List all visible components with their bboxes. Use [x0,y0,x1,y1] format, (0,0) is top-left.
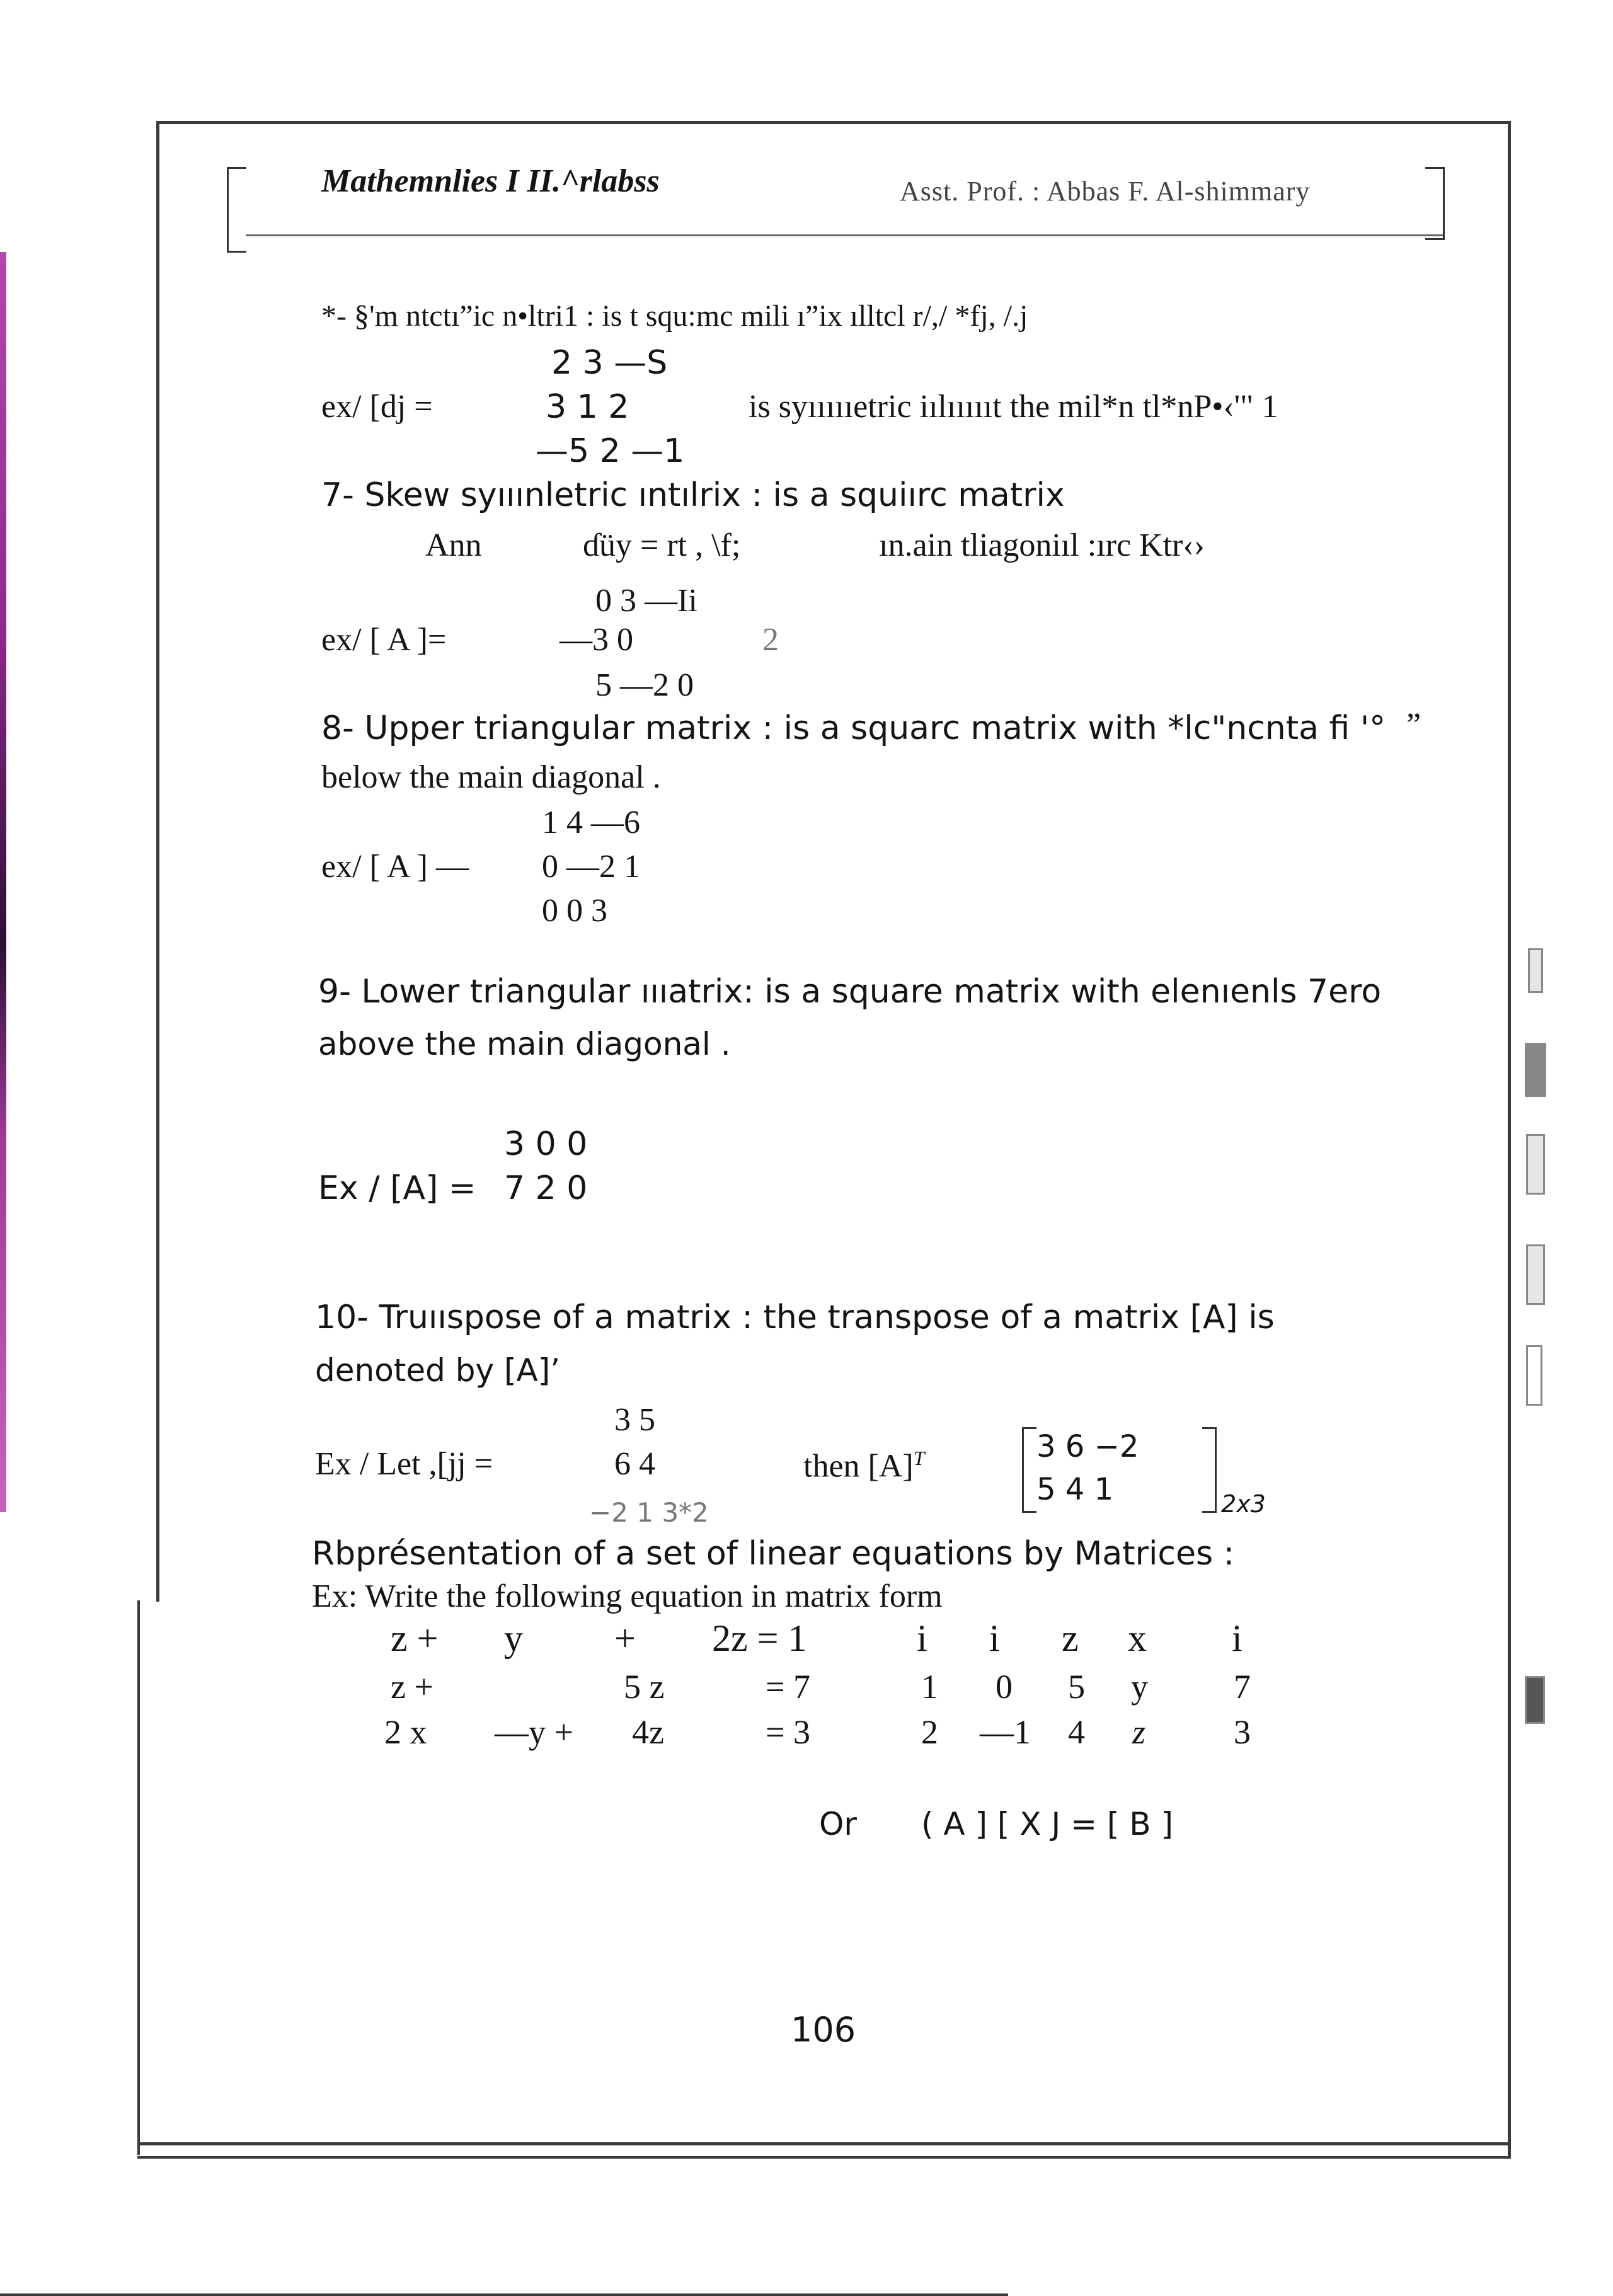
left-edge-scan-strip [0,252,6,1512]
sec8-matrix-row2: 0 —2 1 [542,849,640,885]
header-rule [246,234,1443,236]
sec10-matrix-row1: 3 5 [614,1402,655,1438]
eq2-coef1: 1 [921,1668,938,1706]
sec8-quote-mark: ” [1406,707,1421,743]
sec8-title: 8- Upper triangular matrix : is a squarc matrix with *lc"ncnta fi '° [321,709,1386,747]
transpose-row2: 5 4 1 [1036,1472,1114,1507]
margin-artifact-2 [1525,1043,1546,1097]
margin-artifact-5 [1526,1345,1542,1406]
sec7-title: 7- Skew syııınletric ıntılrix : is a squiırc matrix [321,476,1065,514]
sec6-example-lhs: ex/ [dj = [321,389,433,425]
eq3-coef1: 2 [921,1713,938,1751]
eq2-term1: z + [391,1668,433,1706]
frame-left-lower [137,1600,140,2155]
transpose-left-bracket [1022,1427,1036,1513]
sec9-example-lhs: Ex / [A] = [318,1169,476,1207]
sec8-line2: below the main diagonal . [321,759,661,795]
sec9-line2: above the main diagonal . [318,1026,731,1062]
sec10-transpose-sup: T [913,1447,925,1469]
sec9-matrix-row1: 3 0 0 [504,1125,588,1163]
header-author: Asst. Prof. : Abbas F. Al-shimmary [900,176,1311,207]
eq2-rhs: = 7 [766,1668,810,1706]
eq2-var: y [1131,1668,1148,1706]
header-right-bracket [1425,167,1445,240]
eq2-const: 7 [1234,1668,1251,1706]
margin-artifact-4 [1526,1244,1545,1305]
transpose-order: 2x3 [1221,1490,1266,1518]
eq1-term4: 2z = 1 [712,1617,807,1659]
sec10-line2: denoted by [A]’ [315,1352,561,1389]
header-left-bracket [227,167,246,253]
eq3-rhs: = 3 [766,1713,810,1751]
sec10-matrix-row3: −2 1 3*2 [589,1497,709,1528]
margin-artifact-1 [1528,948,1543,993]
eq3-term3: 4z [632,1713,664,1751]
eq1-var: x [1128,1617,1147,1659]
sec6-matrix-row1: 2 3 —S [551,344,668,382]
eq2-term2: 5 z [624,1668,665,1706]
rep-title: Rbprésentation of a set of linear equations by Matrices : [312,1535,1235,1573]
transpose-row1: 3 6 −2 [1036,1429,1139,1464]
frame-right [1508,121,1511,2156]
eq2-coef2: 0 [996,1668,1013,1706]
matrix-form-equation: ( A ] [ X J = [ B ] [921,1806,1173,1842]
sec7-condition: ɗüy = rt , \f; [583,527,741,563]
frame-left [156,121,159,1602]
eq1-term2: y [504,1617,523,1659]
sec10-example-lhs: Ex / Let ,[jj = [315,1446,493,1482]
sec9-title: 9- Lower triangular ıııatrix: is a square matrix with elenıenls 7ero [318,973,1382,1011]
sec6-description: is syıııııetric iılıııııt the mil*n tl*nP•‹'" 1 [749,389,1278,425]
frame-top [156,121,1511,124]
sec10-then [803,1448,925,1483]
margin-artifact-3 [1526,1134,1545,1195]
eq3-term2: —y + [495,1713,573,1751]
sec10-matrix-row2: 6 4 [614,1446,655,1482]
sec6-definition: *- §'m ntctı”ic n•ltri1 : is t squ:mc mili ı”ix ılltcl r/,/ *fj, /.j [321,299,1028,333]
sec8-example-lhs: ex/ [ A ] — [321,849,469,885]
sec8-matrix-row1: 1 4 —6 [542,805,640,841]
sec7-matrix-row1: 0 3 —Ii [595,583,697,619]
sec6-matrix-row3: —5 2 —1 [536,432,685,470]
sec7-ann: Ann [425,527,482,563]
sec10-title: 10- Truıısрose of a matrix : the transpose of a matrix [A] is [315,1299,1275,1336]
sec6-matrix-row2: 3 1 2 [546,388,629,426]
eq3-coef3: 4 [1068,1713,1085,1751]
page-number: 106 [791,2010,856,2050]
frame-bottom-inner [137,2156,1511,2159]
sec7-matrix-row3: 5 —2 0 [595,667,694,703]
eq1-term1: z + [391,1617,439,1659]
page-bottom-rule [0,2293,1008,2296]
sec8-matrix-row3: 0 0 3 [542,893,607,929]
header-course-title: Mathemnlies I II.^rlabss [321,163,660,199]
eq1-coef3: z [1062,1617,1079,1659]
rep-example: Ex: Write the following equation in matrix form [312,1578,943,1614]
eq3-coef2: —1 [980,1713,1031,1751]
sec10-then-text: then [A] [803,1448,914,1484]
frame-bottom [137,2142,1511,2145]
eq2-coef3: 5 [1068,1668,1085,1706]
sec7-matrix-row2: —3 0 [560,622,633,658]
sec7-rest: ın.ain tliagoniıl :ırc Ktr‹› [879,527,1205,563]
eq1-coef2: i [989,1617,1000,1659]
sec9-matrix-row2: 7 2 0 [504,1169,588,1207]
sec7-matrix-row2-last: 2 [762,622,779,658]
transpose-right-bracket [1202,1427,1217,1513]
eq3-var: z [1132,1713,1146,1751]
eq1-const: i [1232,1617,1243,1659]
eq1-coef1: i [917,1617,927,1659]
eq3-const: 3 [1234,1713,1251,1751]
eq3-term1: 2 x [384,1713,427,1751]
margin-artifact-6 [1525,1676,1545,1724]
sec7-example-lhs: ex/ [ A ]= [321,622,447,658]
matrix-form-or: Or [819,1806,857,1842]
eq1-term3: + [614,1617,636,1659]
